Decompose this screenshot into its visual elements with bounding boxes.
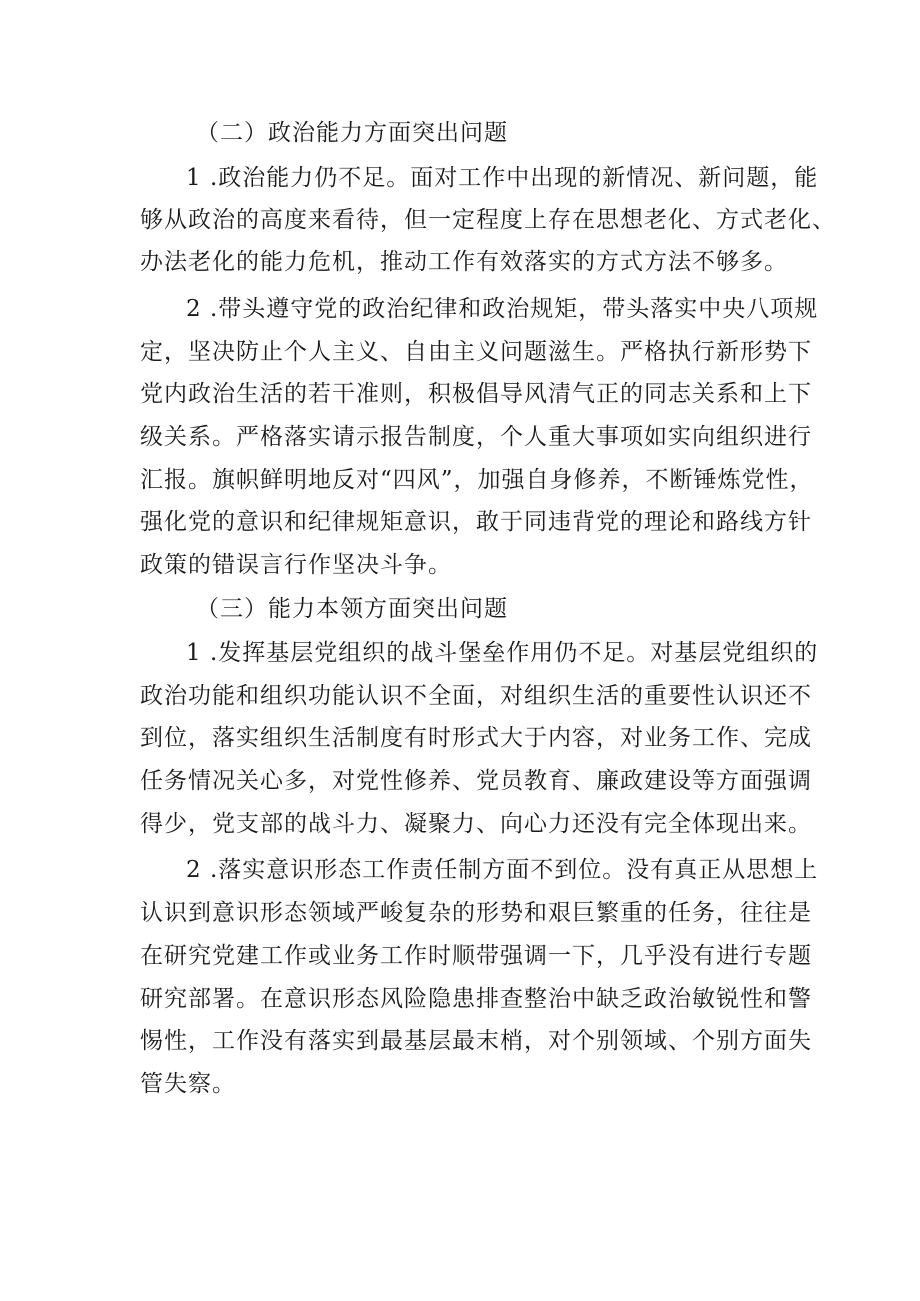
- paragraph-line: 管失察。: [140, 1071, 236, 1097]
- paragraph-line: 2 .落实意识形态工作责任制方面不到位。没有真正从思想上: [186, 857, 819, 883]
- paragraph-line: 任务情况关心多，对党性修养、党员教育、廉政建设等方面强调: [140, 768, 812, 794]
- paragraph-line: 党内政治生活的若干准则，积极倡导风清气正的同志关系和上下: [140, 381, 812, 407]
- paragraph-line: 1 .发挥基层党组织的战斗堡垒作用仍不足。对基层党组织的: [186, 640, 819, 666]
- paragraph-line: 1 .政治能力仍不足。面对工作中出现的新情况、新问题，能: [186, 165, 819, 191]
- paragraph-line: 研究部署。在意识形态风险隐患排查整治中缺乏政治敏锐性和警: [140, 986, 812, 1012]
- paragraph-line: 够从政治的高度来看待，但一定程度上存在思想老化、方式老化、: [140, 207, 836, 233]
- paragraph-line: 政治功能和组织功能认识不全面，对组织生活的重要性认识还不: [140, 683, 812, 709]
- paragraph-line: 汇报。旗帜鲜明地反对“四风”，加强自身修养，不断锤炼党性，: [140, 467, 814, 493]
- paragraph-line: 惕性，工作没有落实到最基层最末梢，对个别领域、个别方面失: [140, 1028, 812, 1054]
- paragraph-line: 强化党的意识和纪律规矩意识，敢于同违背党的理论和路线方针: [140, 509, 812, 535]
- paragraph-line: 办法老化的能力危机，推动工作有效落实的方式方法不够多。: [140, 249, 788, 275]
- section-heading-capability: （三）能力本领方面突出问题: [196, 596, 508, 622]
- paragraph-line: 认识到意识形态领域严峻复杂的形势和艰巨繁重的任务，往往是: [140, 900, 812, 926]
- section-heading-political-ability: （二）政治能力方面突出问题: [196, 120, 508, 146]
- paragraph-line: 到位，落实组织生活制度有时形式大于内容，对业务工作、完成: [140, 725, 812, 751]
- paragraph-line: 2 .带头遵守党的政治纪律和政治规矩，带头落实中央八项规: [186, 296, 819, 322]
- paragraph-line: 定，坚决防止个人主义、自由主义问题滋生。严格执行新形势下: [140, 339, 812, 365]
- paragraph-line: 得少，党支部的战斗力、凝聚力、向心力还没有完全体现出来。: [140, 811, 812, 837]
- paragraph-line: 政策的错误言行作坚决斗争。: [140, 552, 452, 578]
- paragraph-line: 在研究党建工作或业务工作时顺带强调一下，几乎没有进行专题: [140, 943, 812, 969]
- paragraph-line: 级关系。严格落实请示报告制度，个人重大事项如实向组织进行: [140, 424, 812, 450]
